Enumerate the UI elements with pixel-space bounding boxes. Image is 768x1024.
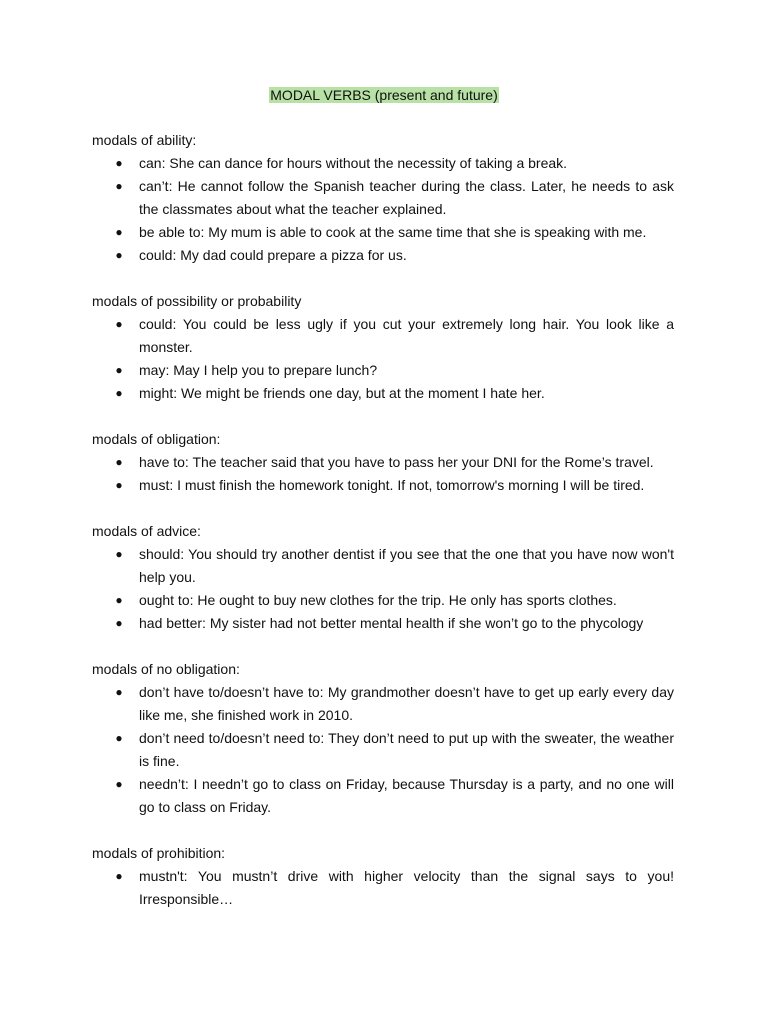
- list-item-text: should: You should try another dentist if you see that the one that you have now won't help you.: [139, 546, 674, 585]
- bullet-list: [92, 681, 674, 819]
- list-item-text: can: She can dance for hours without the necessity of taking a break.: [139, 155, 568, 171]
- list-item-text: may: May I help you to prepare lunch?: [139, 362, 378, 378]
- section: [92, 290, 674, 405]
- list-item-text: could: You could be less ugly if you cut your extremely long hair. You look like a monster.: [139, 316, 674, 355]
- bullet-list: [92, 865, 674, 911]
- bullet-icon: ●: [115, 777, 123, 791]
- list-item: [92, 589, 674, 612]
- bullet-icon: ●: [115, 156, 123, 170]
- bullet-icon: ●: [115, 478, 123, 492]
- section-heading: modals of possibility or probability: [92, 293, 302, 309]
- list-item: [92, 865, 674, 911]
- section: [92, 842, 674, 911]
- list-item: [92, 451, 674, 474]
- list-item-text: might: We might be friends one day, but at the moment I hate her.: [139, 385, 545, 401]
- section-heading: modals of prohibition:: [92, 845, 226, 861]
- list-item-text: be able to: My mum is able to cook at the same time that she is speaking with me.: [139, 224, 647, 240]
- bullet-icon: ●: [115, 363, 123, 377]
- bullet-icon: ●: [115, 455, 123, 469]
- bullet-icon: ●: [115, 386, 123, 400]
- list-item: [92, 359, 674, 382]
- list-item: [92, 773, 674, 819]
- section-heading: modals of obligation:: [92, 431, 221, 447]
- list-item-text: must: I must finish the homework tonight. If not, tomorrow's morning I will be tired.: [139, 477, 645, 493]
- list-item-text: mustn't: You mustn’t drive with higher velocity than the signal says to you! Irresponsible…: [139, 868, 674, 907]
- title-line: [0, 86, 768, 104]
- bullet-icon: ●: [115, 731, 123, 745]
- list-item: [92, 612, 674, 635]
- section: [92, 658, 674, 819]
- bullet-list: [92, 543, 674, 635]
- bullet-icon: ●: [115, 869, 123, 883]
- bullet-icon: ●: [115, 179, 123, 193]
- section-heading: modals of ability:: [92, 132, 197, 148]
- bullet-list: [92, 152, 674, 267]
- bullet-icon: ●: [115, 616, 123, 630]
- bullet-icon: ●: [115, 685, 123, 699]
- bullet-icon: ●: [115, 547, 123, 561]
- bullet-list: [92, 313, 674, 405]
- list-item-text: ought to: He ought to buy new clothes for the trip. He only has sports clothes.: [139, 592, 617, 608]
- list-item-text: can’t: He cannot follow the Spanish teacher during the class. Later, he needs to ask the classmates about what the teacher explained.: [139, 178, 674, 217]
- section-heading: modals of advice:: [92, 523, 201, 539]
- list-item-text: have to: The teacher said that you have to pass her your DNI for the Rome’s travel.: [139, 454, 654, 470]
- list-item: [92, 313, 674, 359]
- list-item-text: had better: My sister had not better mental health if she won’t go to the phycology: [139, 615, 644, 631]
- list-item: [92, 175, 674, 221]
- list-item: [92, 474, 674, 497]
- section: [92, 129, 674, 267]
- list-item: [92, 543, 674, 589]
- bullet-icon: ●: [115, 225, 123, 239]
- page-title: MODAL VERBS (present and future): [270, 87, 498, 103]
- list-item-text: needn’t: I needn’t go to class on Friday, because Thursday is a party, and no one will go to class on Friday.: [139, 776, 674, 815]
- bullet-icon: ●: [115, 593, 123, 607]
- list-item: [92, 681, 674, 727]
- section: [92, 520, 674, 635]
- bullet-icon: ●: [115, 248, 123, 262]
- list-item: [92, 244, 674, 267]
- section-heading: modals of no obligation:: [92, 661, 240, 677]
- bullet-icon: ●: [115, 317, 123, 331]
- list-item: [92, 382, 674, 405]
- list-item: [92, 152, 674, 175]
- section: [92, 428, 674, 497]
- list-item-text: could: My dad could prepare a pizza for us.: [139, 247, 407, 263]
- list-item-text: don’t need to/doesn’t need to: They don’t need to put up with the sweater, the weather is fine.: [139, 730, 674, 769]
- list-item: [92, 727, 674, 773]
- list-item-text: don’t have to/doesn’t have to: My grandmother doesn’t have to get up early every day like me, she finished work in 2010.: [139, 684, 674, 723]
- list-item: [92, 221, 674, 244]
- bullet-list: [92, 451, 674, 497]
- document-body: [92, 129, 674, 934]
